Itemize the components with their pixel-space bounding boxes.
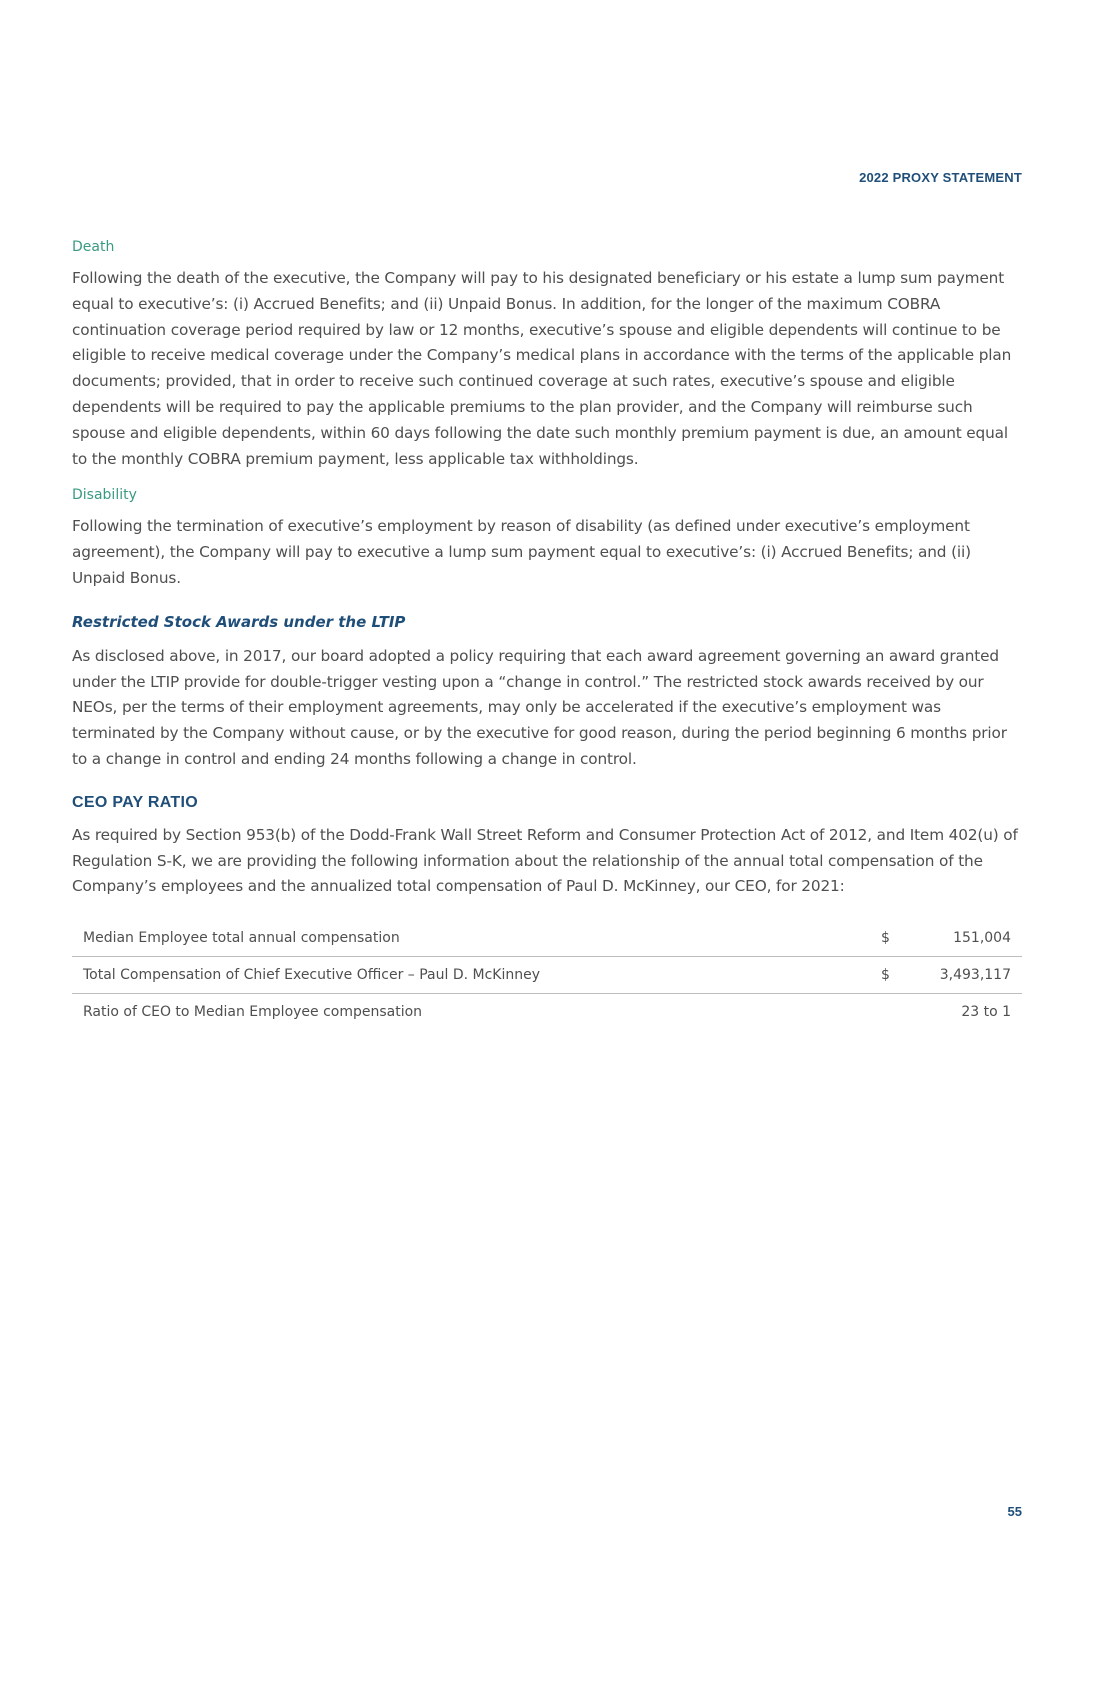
disability-paragraph: Following the termination of executive’s employment by reason of disability (as defined under executive’s employment agreement), the Company will pay to executive a lump sum payment equal to executive’s: (i) Accrued Benefits; and (ii) Unpaid Bonus. xyxy=(72,517,971,587)
row-currency: $ xyxy=(881,967,890,984)
disability-heading: Disability xyxy=(72,487,137,504)
main-content xyxy=(72,238,1022,1030)
row-value: 3,493,117 xyxy=(939,967,1011,984)
table-row xyxy=(72,994,1022,1030)
ceo-pay-ratio-title: CEO PAY RATIO xyxy=(72,793,199,811)
ceo-pay-ratio-paragraph: As required by Section 953(b) of the Dodd-Frank Wall Street Reform and Consumer Protection Act of 2012, and Item 402(u) of Regulation S-K, we are providing the following information about the relationship of the annual total compensation of the Company’s employees and the annualized total compensation of Paul D. McKinney, our CEO, for 2021: xyxy=(72,825,1018,896)
row-currency: $ xyxy=(881,930,890,947)
death-heading: Death xyxy=(72,239,115,255)
death-paragraph: Following the death of the executive, the Company will pay to his designated beneficiary or his estate a lump sum payment equal to executive’s: (i) Accrued Benefits; and (ii) Unpaid Bonus. In addition, for the longer of the maximum COBRA continuation coverage period required by law or 12 months, executive’s spouse and eligible dependents will continue to be eligible to receive medical coverage under the Company’s medical plans in accordance with the terms of the applicable plan documents; provided, that in order to receive such continued coverage at such rates, executive’s spouse and eligible dependents will be required to pay the applicable premiums to the plan provider, and the Company will reimburse such spouse and eligible dependents, within 60 days following the date such monthly premium payment is due, an amount equal to the monthly COBRA premium payment, less applicable tax withholdings. xyxy=(72,269,1012,468)
page-number: 55 xyxy=(1007,1504,1022,1519)
row-label: Total Compensation of Chief Executive Officer – Paul D. McKinney xyxy=(83,967,541,984)
ceo-pay-ratio-table xyxy=(72,920,1022,1030)
table-row xyxy=(72,920,1022,957)
row-value: 23 to 1 xyxy=(961,1004,1011,1021)
row-label: Median Employee total annual compensation xyxy=(83,930,400,947)
restricted-stock-paragraph: As disclosed above, in 2017, our board adopted a policy requiring that each award agreement governing an award granted under the LTIP provide for double-trigger vesting upon a “change in control.” The restricted stock awards received by our NEOs, per the terms of their employment agreements, may only be accelerated if the executive’s employment was terminated by the Company without cause, or by the executive for good reason, during the period beginning 6 months prior to a change in control and ending 24 months following a change in control. xyxy=(72,646,1007,768)
row-value: 151,004 xyxy=(953,930,1011,947)
table-row xyxy=(72,957,1022,994)
restricted-stock-heading: Restricted Stock Awards under the LTIP xyxy=(72,612,406,631)
row-label: Ratio of CEO to Median Employee compensation xyxy=(83,1004,423,1021)
page-header-title: 2022 PROXY STATEMENT xyxy=(859,170,1022,185)
